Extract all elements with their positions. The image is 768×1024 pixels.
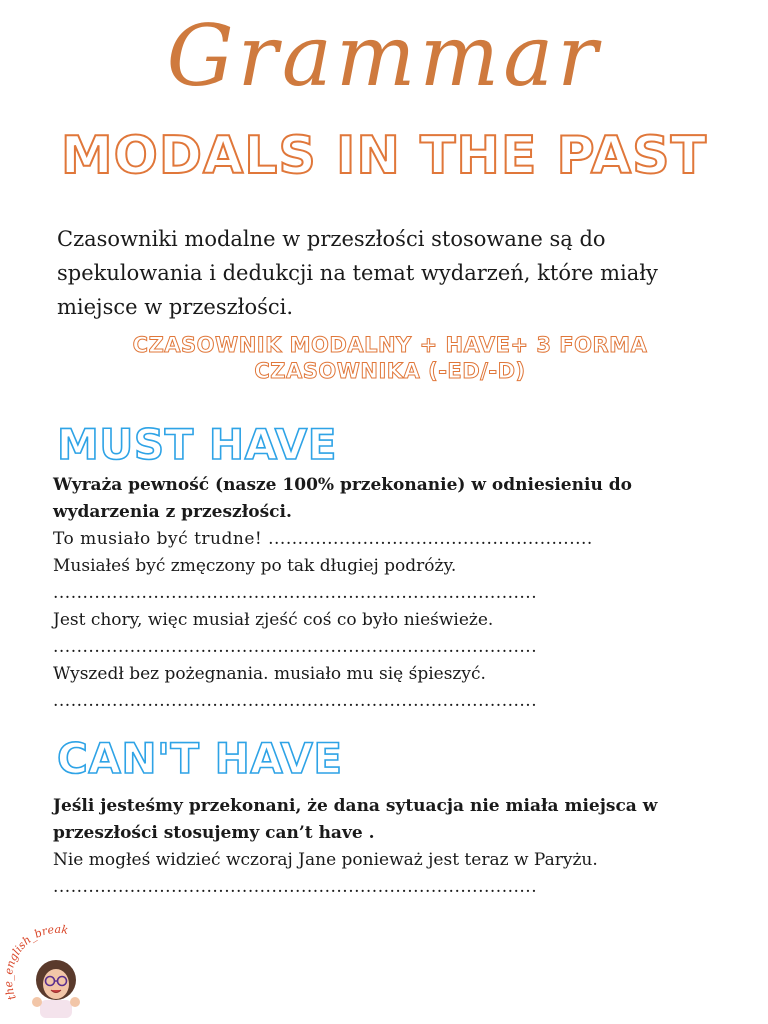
must-have-example-3: Jest chory, więc musiał zjeść coś co było nieświeże. bbox=[53, 610, 494, 630]
main-title: MODALS IN THE PAST bbox=[60, 126, 708, 186]
must-have-example-2: Musiałeś być zmęczony po tak długiej podróży. bbox=[53, 556, 457, 576]
intro-paragraph: Czasowniki modalne w przeszłości stosowane są do spekulowania i dedukcji na temat wydarzeń, które miały miejsce w przeszłości. bbox=[57, 227, 658, 319]
must-have-example-4: Wyszedł bez pożegnania. musiało mu się śpieszyć. bbox=[53, 664, 486, 684]
cant-have-example-1: Nie mogłeś widzieć wczoraj Jane ponieważ jest teraz w Paryżu. bbox=[53, 850, 598, 870]
brand-badge bbox=[4, 920, 112, 1020]
answer-line: .................................................................................. bbox=[53, 583, 538, 603]
must-have-block bbox=[53, 472, 713, 715]
formula-line-2: CZASOWNIKA (-ED/-D) bbox=[254, 359, 526, 383]
must-have-heading: MUST HAVE bbox=[57, 420, 337, 469]
cant-have-block bbox=[53, 793, 713, 901]
formula-line-1: CZASOWNIK MODALNY + HAVE+ 3 FORMA bbox=[132, 333, 648, 357]
grammar-script-title: Grammar bbox=[166, 7, 602, 105]
formula bbox=[120, 332, 660, 384]
badge-handle-text: th nglish_break bbox=[4, 922, 70, 1002]
answer-line: .................................................................................. bbox=[53, 637, 538, 657]
must-have-rule: Wyraża pewność (nasze 100% przekonanie) w odniesieniu do wydarzenia z przeszłości. bbox=[53, 475, 632, 522]
avatar-badge-svg bbox=[4, 920, 112, 1020]
answer-line: .................................................................................. bbox=[53, 691, 538, 711]
cant-have-rule: Jeśli jesteśmy przekonani, że dana sytuacja nie miała miejsca w przeszłości stosujemy can’t have . bbox=[53, 796, 658, 843]
answer-line: .................................................................................. bbox=[53, 877, 538, 897]
must-have-example-1: To musiało być trudne! ....................................................... bbox=[53, 529, 593, 549]
cant-have-heading: CAN'T HAVE bbox=[57, 734, 343, 783]
avatar bbox=[32, 960, 80, 1018]
